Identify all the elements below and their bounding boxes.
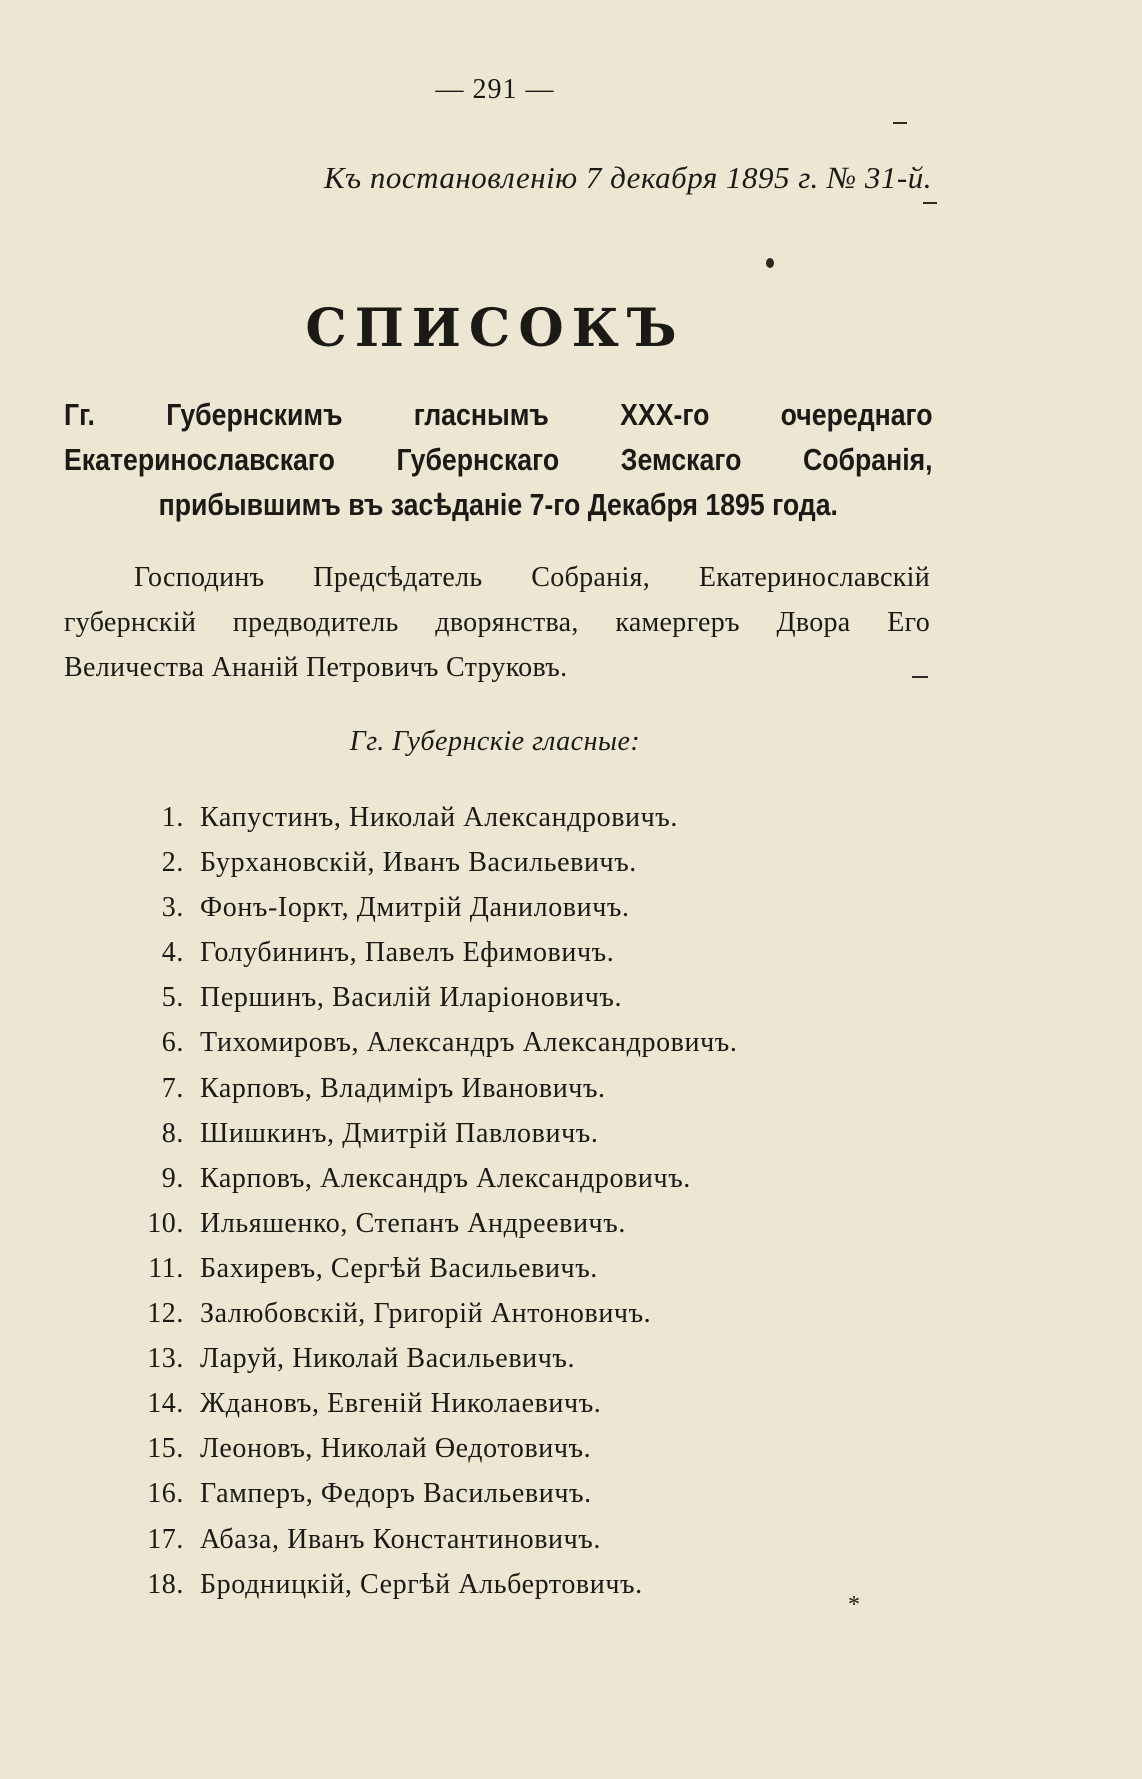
member-number: 14. <box>147 1388 184 1420</box>
member-item <box>120 1471 737 1516</box>
member-item <box>120 1246 737 1291</box>
document-title: СПИСОКЪ <box>305 298 685 359</box>
member-name: Залюбовскій, Григорій Антоновичъ. <box>200 1298 652 1330</box>
member-name: Карповъ, Владиміръ Ивановичъ. <box>200 1072 606 1104</box>
member-name: Ларуй, Николай Васильевичъ. <box>200 1343 576 1375</box>
member-item <box>120 1562 737 1607</box>
member-number: 3. <box>161 892 184 924</box>
member-number: 7. <box>161 1072 184 1104</box>
member-name: Гамперъ, Федоръ Васильевичъ. <box>200 1478 592 1510</box>
member-number: 5. <box>161 982 184 1014</box>
member-number: 10. <box>147 1207 184 1239</box>
member-item <box>120 1201 737 1246</box>
member-name: Першинъ, Василій Иларіоновичъ. <box>200 982 623 1014</box>
member-name: Карповъ, Александръ Александровичъ. <box>200 1162 691 1194</box>
member-number: 8. <box>161 1117 184 1149</box>
member-name: Бахиревъ, Сергѣй Васильевичъ. <box>200 1252 598 1284</box>
member-number: 16. <box>147 1478 184 1510</box>
stray-mark <box>766 258 774 268</box>
member-item <box>120 1426 737 1471</box>
member-name: Бродницкій, Сергѣй Альбертовичъ. <box>200 1568 643 1600</box>
member-number: 13. <box>147 1343 184 1375</box>
member-name: Ильяшенко, Степанъ Андреевичъ. <box>200 1207 626 1239</box>
decree-reference: Къ постановленію 7 декабря 1895 г. № 31-й. <box>323 160 932 195</box>
member-item <box>120 930 737 975</box>
page-number: — 291 — <box>435 74 555 105</box>
member-item <box>120 1066 737 1111</box>
member-name: Шишкинъ, Дмитрій Павловичъ. <box>200 1117 599 1149</box>
member-number: 2. <box>161 847 184 879</box>
member-name: Ждановъ, Евгеній Николаевичъ. <box>200 1388 602 1420</box>
footnote-asterisk: * <box>848 1592 860 1618</box>
stray-mark <box>912 676 928 678</box>
member-number: 15. <box>147 1433 184 1465</box>
member-item <box>120 1517 737 1562</box>
chairman-paragraph: Господинъ Предсѣдатель Собранія, Екатеринославскій губернскій предводитель дворянства, камергеръ Двора Его Величества Ананій Петровичъ Струковъ. <box>64 562 930 683</box>
member-number: 18. <box>147 1568 184 1600</box>
member-number: 12. <box>147 1298 184 1330</box>
members-list <box>120 795 737 1607</box>
document-subtitle: Гг. Губернскимъ гласнымъ XXX-го очереднаго Екатеринославскаго Губернскаго Земскаго Собранія, прибывшимъ въ засѣданіе 7-го Декабря 1895 года. <box>64 397 933 522</box>
member-name: Тихомировъ, Александръ Александровичъ. <box>200 1027 738 1059</box>
stray-mark <box>893 122 907 124</box>
member-number: 1. <box>161 802 184 833</box>
member-name: Бурхановскій, Иванъ Васильевичъ. <box>200 847 637 879</box>
members-heading: Гг. Губернскіе гласные: <box>349 726 641 757</box>
member-name: Капустинъ, Николай Александровичъ. <box>200 802 678 833</box>
member-number: 6. <box>161 1027 184 1059</box>
member-item <box>120 885 737 930</box>
member-name: Абаза, Иванъ Константиновичъ. <box>200 1523 601 1555</box>
member-item <box>120 840 737 885</box>
member-item <box>120 975 737 1020</box>
member-item <box>120 1156 737 1201</box>
member-name: Фонъ-Іоркт, Дмитрій Даниловичъ. <box>200 892 630 924</box>
member-number: 11. <box>148 1252 184 1284</box>
stray-mark <box>923 202 937 204</box>
member-name: Голубининъ, Павелъ Ефимовичъ. <box>200 937 615 969</box>
member-number: 4. <box>161 937 184 969</box>
member-number: 9. <box>161 1162 184 1194</box>
member-item <box>120 1111 737 1156</box>
member-item <box>120 795 737 840</box>
member-name: Леоновъ, Николай Өедотовичъ. <box>200 1433 592 1465</box>
member-item <box>120 1336 737 1381</box>
member-item <box>120 1381 737 1426</box>
member-number: 17. <box>147 1523 184 1555</box>
member-item <box>120 1020 737 1065</box>
member-item <box>120 1291 737 1336</box>
